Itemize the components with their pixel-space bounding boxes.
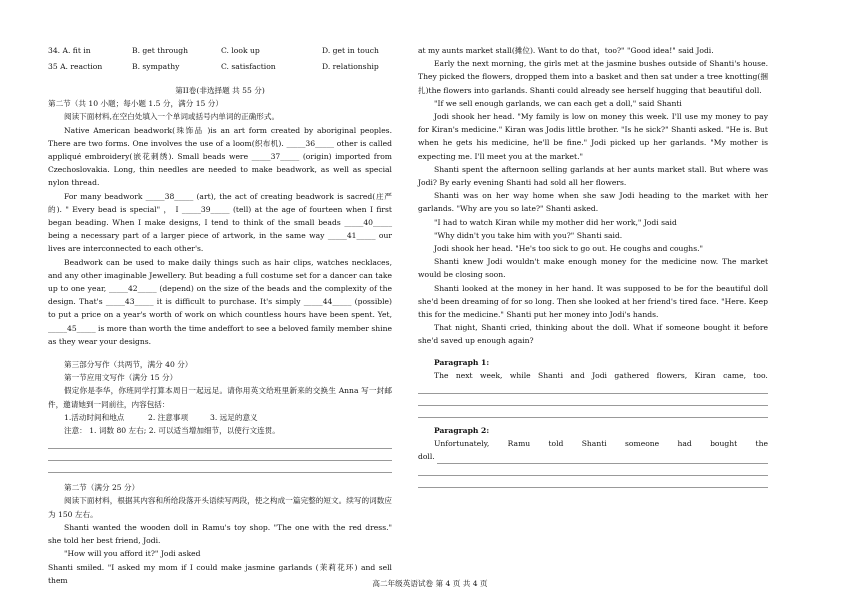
question-34-options: [48, 44, 392, 58]
opening-word: and: [570, 370, 585, 380]
story-paragraph: Early the next morning, the girls met at the jasmine bushes outside of Shanti's house. They picked the flowers, dropped them into a basket and then sat under a tree knotting(捆扎)the flowers into garlands. Shanti could already see herself hugging that beautiful doll.: [418, 59, 768, 95]
paragraph-2-label: Paragraph 2:: [434, 426, 490, 436]
answer-line[interactable]: [48, 449, 392, 461]
opening-word: next: [455, 370, 473, 380]
story-paragraph: at my aunts market stall(摊位). Want to do that，too?" "Good idea!" said Jodi.: [418, 46, 714, 55]
opening-word: while: [509, 370, 531, 380]
story-paragraph: Shanti knew Jodi wouldn't make enough money for the medicine now. The market would be closing soon.: [418, 257, 768, 280]
option-35-c: C. satisfaction: [221, 62, 276, 71]
paragraph-1-opening: [418, 369, 768, 382]
answer-line[interactable]: [418, 382, 768, 394]
page-footer: 高二年级英语试卷 第 4 页 共 4 页: [372, 579, 488, 588]
writing-item-1: 1.活动时间和地点: [64, 412, 125, 422]
paragraph-1-label: Paragraph 1:: [434, 357, 490, 367]
story-paragraph: "If we sell enough garlands, we can each get a doll," said Shanti: [434, 98, 682, 108]
writing-prompt: 假定你是李华，你班同学打算本周日一起远足。请你用英文给班里新来的交换生 Anna 写一封邮件，邀请她到一同前往，内容包括：: [48, 386, 392, 409]
left-column: [48, 44, 392, 587]
paragraph-2-end-line: [418, 450, 768, 463]
opening-word: bought: [710, 439, 738, 449]
answer-line[interactable]: [418, 464, 768, 476]
section2-title: 第二节（共 10 小题；每小题 1.5 分，满分 15 分）: [48, 99, 223, 109]
paragraph-2-opening: [418, 437, 768, 450]
answer-line[interactable]: [418, 406, 768, 418]
answer-line[interactable]: [437, 453, 768, 464]
option-35-a: 35 A. reaction: [48, 62, 103, 71]
story-paragraph: "Why didn't you take him with you?" Shanti said.: [434, 230, 623, 240]
opening-word: someone: [625, 439, 660, 449]
opening-word: Shanti: [581, 439, 607, 449]
story-paragraph: "How will you afford it?" Jodi asked: [64, 549, 201, 559]
writing-item-3: 3. 远足的意义: [210, 412, 258, 422]
opening-word: told: [548, 439, 564, 449]
opening-word: the: [755, 439, 768, 449]
story-paragraph: Jodi shook her head. "My family is low on money this week. I'll use my money to pay for Kiran's medicine." Kiran was Jodis little brother. "Is he sick?" Shanti asked. "He is. But when he gets his medicine, he'll be fine." Jodi picked up her garlands. "My mother is expecting me. I'll meet you at the market.": [418, 112, 768, 161]
opening-word: The: [434, 370, 449, 380]
story-paragraph: Shanti wanted the wooden doll in Ramu's toy shop. "The one with the red dress." she told her best friend, Jodi.: [48, 522, 392, 546]
cloze-paragraph-2: For many beadwork _____38_____ (art), the act of creating beadwork is sacred(庄严的). " Every bead is special" ， I _____39_____ (tell) at the age of fourteen when I first began beading. When I make designs, I tend to think of the small beads _____40_____ being a necessary part of a larger piece of artwork, in the same way _____41_____ our lives are interconnected to each other's.: [48, 191, 392, 254]
cloze-paragraph-3: Beadwork can be used to make daily things such as hair clips, watches necklaces, and any other imaginable Jewellery. But beading a full costume set for a dancer can take up to one year, _____42_____ (depend) on the size of the beads and the complexity of the design. That's _____43_____ it is difficult to purchase. It's simply _____44_____ (possible) to put a price on a year's worth of work on which countless hours have been spent. Yet, _____45_____ is more than worth the time andeffort to see a beloved family member shine as they wear your designs.: [48, 257, 392, 346]
answer-line[interactable]: [418, 394, 768, 406]
part3-heading: 第三部分写作（共两节，满分 40 分）: [64, 360, 193, 370]
answer-line[interactable]: [48, 437, 392, 449]
opening-word: Ramu: [507, 439, 531, 449]
opening-word: gathered: [614, 370, 650, 380]
opening-word: doll.: [418, 452, 435, 462]
writing-item-2: 2. 注意事项: [148, 412, 189, 422]
opening-word: had: [677, 439, 692, 449]
opening-word: Jodi: [592, 370, 607, 380]
option-34-a: 34. A. fit in: [48, 46, 91, 55]
part2-heading: 第II卷(非选择题 共 55 分): [175, 86, 265, 95]
option-34-c: C. look up: [221, 46, 260, 55]
writing-items: [48, 411, 392, 424]
option-35-d: D. relationship: [322, 62, 379, 71]
story-paragraph: Jodi shook her head. "He's too sick to go out. He coughs and coughs.": [434, 244, 704, 254]
opening-word: Shanti: [538, 370, 564, 380]
opening-word: Unfortunately,: [434, 439, 490, 449]
story-paragraph: That night, Shanti cried, thinking about the doll. What if someone bought it before she'd saved up enough again?: [418, 323, 768, 346]
opening-word: week,: [479, 370, 503, 380]
section2-instruction: 阅读下面材料,在空白处填入一个单词或括号内单词的正确形式。: [64, 112, 280, 122]
option-34-b: B. get through: [132, 46, 189, 55]
option-35-b: B. sympathy: [132, 62, 180, 71]
cloze-paragraph-1: Native American beadwork(珠饰品 )is an art form created by aboriginal peoples. There are two forms. One involves the use of a loom(织布机). _____36_____ other is called appliqué embroidery(嵌花刺绣). Small beads were _____37_____ (origin) imported from Czechoslovakia. Long, thin needles are needed to make beadwork, as well as special nylon thread.: [48, 125, 392, 188]
opening-word: flowers,: [656, 370, 688, 380]
story-paragraph: Shanti smiled. "I asked my mom if I could make jasmine garlands (茉莉花环) and sell them: [48, 562, 392, 585]
story-paragraph: Shanti was on her way home when she saw Jodi heading to the market with her garlands. "Why are you so late?" Shanti asked.: [418, 191, 768, 214]
question-35-options: [48, 60, 392, 74]
writing-section2-title: 第二节（满分 25 分）: [64, 483, 140, 493]
option-34-d: D. get in touch: [322, 46, 379, 55]
answer-line[interactable]: [418, 476, 768, 488]
opening-word: too.: [753, 370, 768, 380]
writing-notes: 注意： 1. 词数 80 左右; 2. 可以适当增加细节，以使行文连贯。: [64, 426, 280, 436]
story-paragraph: "I had to watch Kiran while my mother did her work," Jodi said: [434, 217, 677, 227]
opening-word: Kiran: [694, 370, 716, 380]
right-column: [418, 44, 768, 488]
writing-section1-title: 第一节应用文写作（满分 15 分）: [64, 373, 178, 383]
continuation-instruction: 阅读下面材料，根据其内容和所给段落开头语续写两段，使之构成一篇完整的短文。续写的词数应为 150 左右。: [48, 496, 392, 519]
story-paragraph: Shanti spent the afternoon selling garlands at her aunts market stall. But where was Jodi? By early evening Shanti had sold all her flowers.: [418, 164, 768, 188]
story-paragraph: Shanti looked at the money in her hand. It was supposed to be for the beautiful doll she'd been dreaming of for so long. Then she looked at her friend's tired face. "Here. Keep this for the medicine." Shanti put her money into Jodi's hands.: [418, 283, 768, 320]
opening-word: came,: [723, 370, 746, 380]
answer-line[interactable]: [48, 461, 392, 473]
